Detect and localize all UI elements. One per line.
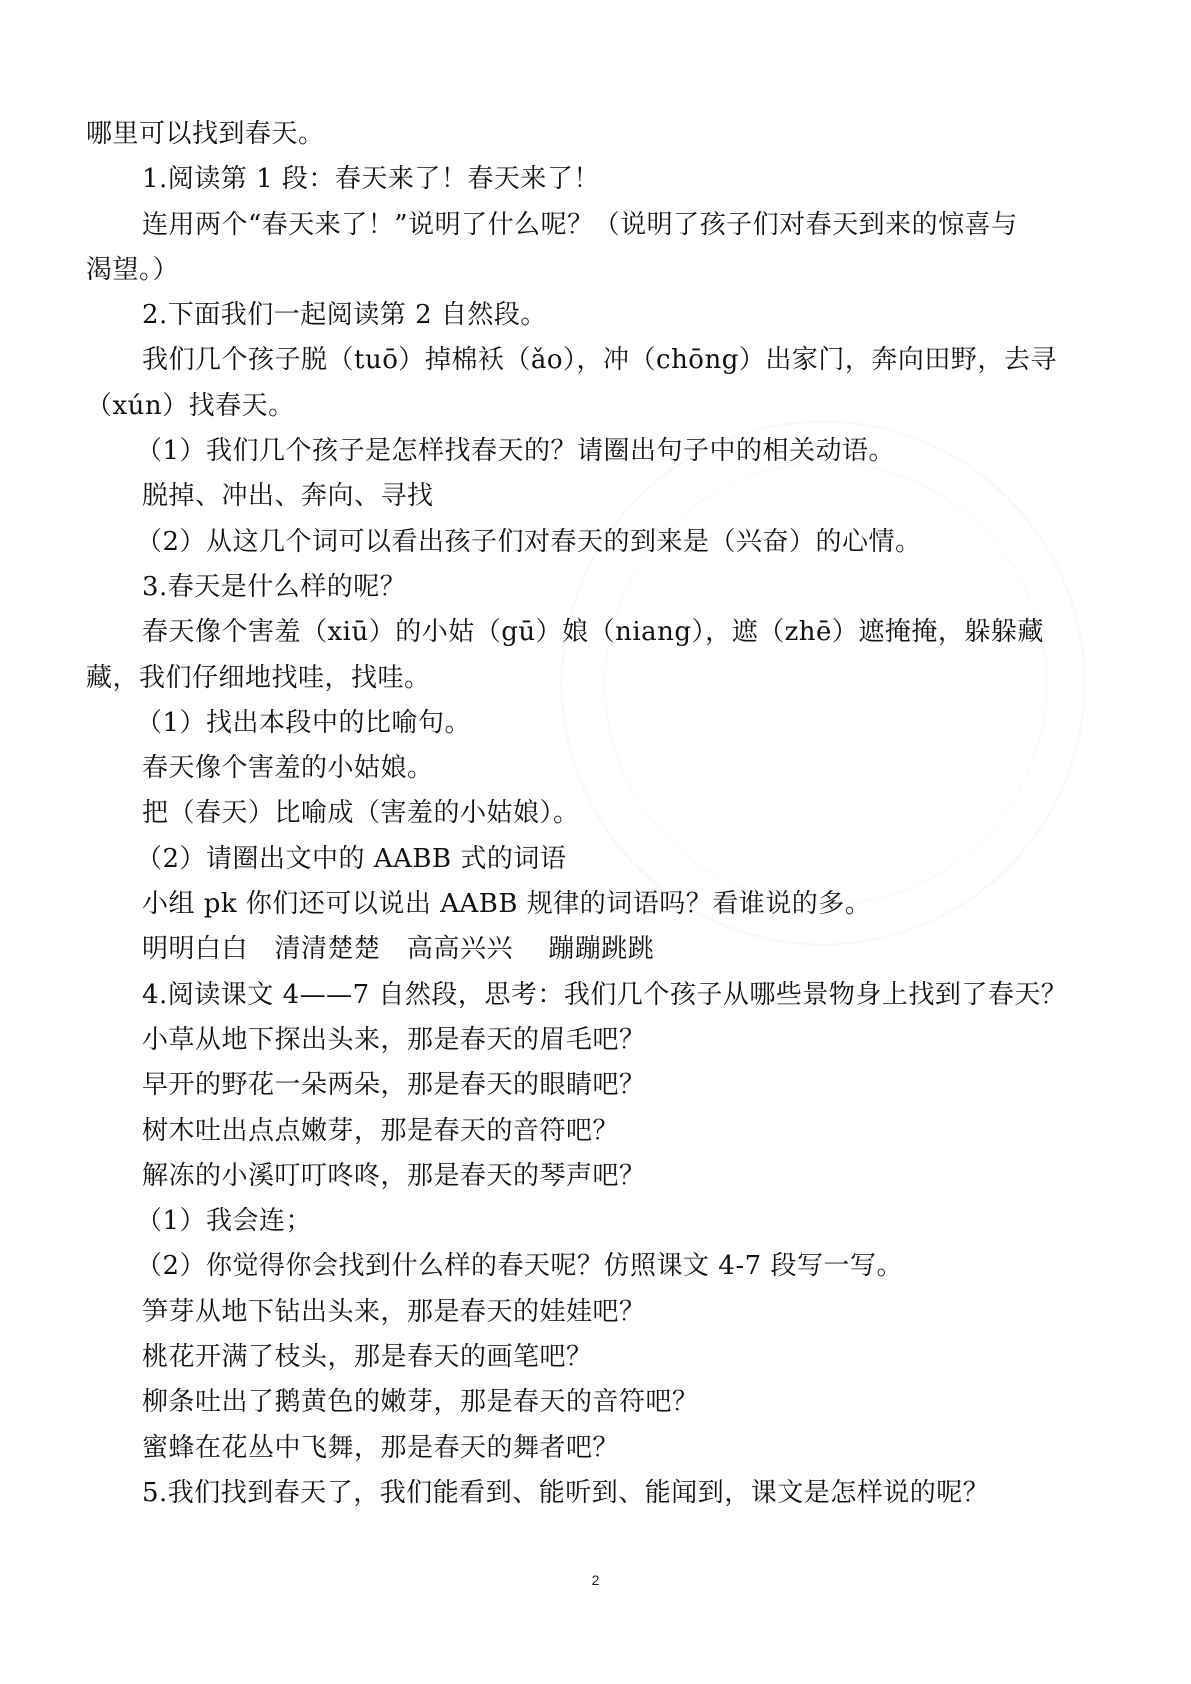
answer-line: 脱掉、冲出、奔向、寻找 [142,481,434,512]
section-heading: 3.春天是什么样的呢？ [142,571,407,602]
text-line: 连用两个“春天来了！”说明了什么呢？（说明了孩子们对春天到来的惊喜与 [142,209,1018,240]
answer-line: 把（春天）比喻成（害羞的小姑娘）。 [142,798,580,829]
text-line: 哪里可以找到春天。 [86,119,325,149]
answer-line: 明明白白 清清楚楚 高高兴兴 蹦蹦跳跳 [142,934,655,965]
lesson-text [86,112,1106,1516]
question-item: （2）你觉得你会找到什么样的春天呢？仿照课文 4-7 段写一写。 [136,1251,903,1282]
text-line: 树木吐出点点嫩芽，那是春天的音符吧？ [142,1115,620,1146]
answer-line: 春天像个害羞的小姑娘。 [142,753,434,784]
question-item: （2）请圈出文中的 AABB 式的词语 [136,843,567,874]
question-item: （1）我们几个孩子是怎样找春天的？请圈出句子中的相关动语。 [136,436,896,467]
text-line: 我们几个孩子脱（tuō）掉棉袄（ǎo），冲（chōng）出家门，奔向田野，去寻 [142,345,1057,376]
text-line: 小组 pk 你们还可以说出 AABB 规律的词语吗？看谁说的多。 [142,889,872,920]
section-heading: 2.下面我们一起阅读第 2 自然段。 [142,300,547,331]
section-heading: 4.阅读课文 4——7 自然段，思考：我们几个孩子从哪些景物身上找到了春天？ [142,979,1068,1010]
section-heading: 1.阅读第 1 段：春天来了！春天来了！ [142,164,600,195]
text-line: 解冻的小溪叮叮咚咚，那是春天的琴声吧？ [142,1160,646,1191]
answer-line: 柳条吐出了鹅黄色的嫩芽，那是春天的音符吧？ [142,1387,699,1418]
page-number: 2 [591,1572,600,1588]
question-item: （2）从这几个词可以看出孩子们对春天的到来是（兴奋）的心情。 [136,526,922,557]
section-heading: 5.我们找到春天了，我们能看到、能听到、能闻到，课文是怎样说的呢？ [142,1477,990,1508]
answer-line: 桃花开满了枝头，那是春天的画笔吧？ [142,1342,593,1373]
answer-line: 蜜蜂在花丛中飞舞，那是春天的舞者吧？ [142,1432,620,1463]
text-line: 藏，我们仔细地找哇，找哇。 [86,662,431,693]
text-line: 小草从地下探出头来，那是春天的眉毛吧？ [142,1024,646,1055]
text-line: 渴望。） [86,254,180,285]
answer-line: 笋芽从地下钻出头来，那是春天的娃娃吧？ [142,1296,646,1327]
text-line: （xún）找春天。 [86,390,295,421]
text-line: 春天像个害羞（xiū）的小姑（gū）娘（niang），遮（zhē）遮掩掩，躲躲藏 [142,617,1044,648]
text-line: 早开的野花一朵两朵，那是春天的眼睛吧？ [142,1070,646,1101]
question-item: （1）找出本段中的比喻句。 [136,707,472,738]
question-item: （1）我会连； [136,1206,313,1237]
